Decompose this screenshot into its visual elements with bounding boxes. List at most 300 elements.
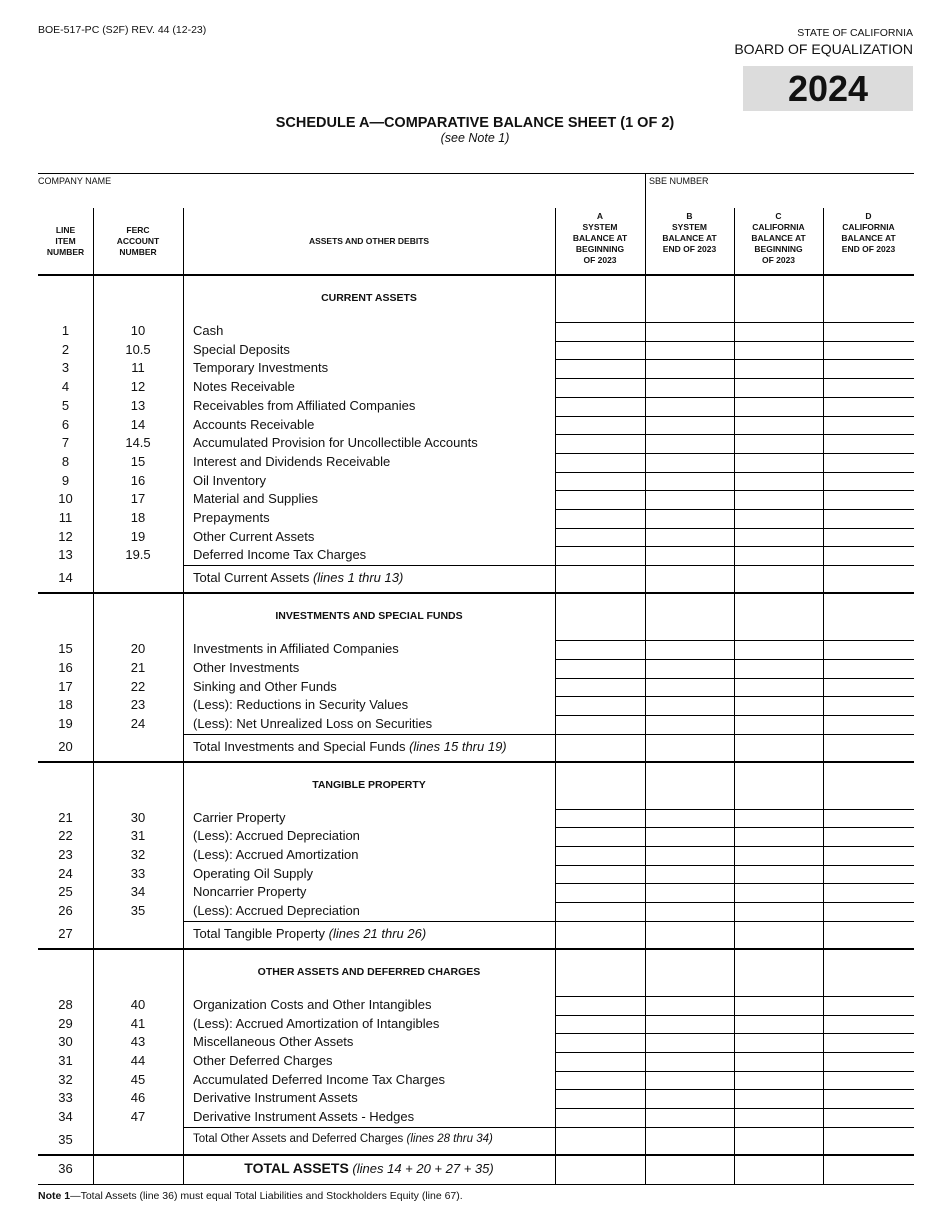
total-cell-b[interactable] [647, 739, 730, 758]
amount-cell-c[interactable] [736, 529, 819, 546]
amount-cell-a[interactable] [557, 1090, 641, 1107]
amount-cell-d[interactable] [825, 716, 910, 733]
agency-header [734, 27, 913, 57]
ferc-account-number: 22 [130, 678, 146, 694]
line-item-number: 28 [58, 996, 73, 1012]
amount-cell-b[interactable] [647, 1109, 730, 1126]
total-divider [183, 565, 555, 566]
grand-total-note: (lines 14 + 20 + 27 + 35) [352, 1160, 494, 1176]
sbe-number-field[interactable] [645, 174, 914, 209]
line-item-description: Operating Oil Supply [193, 865, 313, 881]
line-item-number: 35 [58, 1131, 73, 1147]
column-divider [183, 208, 184, 1184]
amount-cell-a[interactable] [557, 1109, 641, 1126]
line-item-number: 5 [61, 397, 70, 413]
amount-cell-c[interactable] [736, 660, 819, 677]
total-cell-d[interactable] [825, 739, 910, 758]
col-header-line-item-line: NUMBER [46, 246, 85, 257]
col-header-line-item-line: ITEM [55, 235, 76, 246]
total-cell-c[interactable] [736, 570, 819, 589]
amount-cell-b[interactable] [647, 1016, 730, 1033]
amount-cell-d[interactable] [825, 679, 910, 696]
total-cell-a[interactable] [557, 739, 641, 758]
total-cell-b[interactable] [647, 926, 730, 945]
amount-cell-b[interactable] [647, 491, 730, 508]
amount-cell-c[interactable] [736, 360, 819, 377]
line-item-number: 20 [58, 738, 73, 754]
amount-cell-d[interactable] [825, 1053, 910, 1070]
ferc-account-number: 17 [130, 491, 146, 507]
amount-cell-b[interactable] [647, 360, 730, 377]
amount-cell-a[interactable] [557, 641, 641, 658]
amount-cell-c[interactable] [736, 997, 819, 1014]
amount-cell-b[interactable] [647, 454, 730, 471]
line-item-description: Interest and Dividends Receivable [193, 453, 391, 469]
line-item-description: Temporary Investments [193, 360, 329, 376]
amount-cell-a[interactable] [557, 1072, 641, 1089]
amount-cell-b[interactable] [647, 641, 730, 658]
ferc-account-number: 30 [130, 809, 146, 825]
amount-cell-b[interactable] [647, 903, 730, 920]
line-item-number: 14 [58, 570, 73, 586]
line-item-number: 24 [58, 865, 73, 881]
table-bottom-border [38, 1184, 914, 1185]
col-header-b-line: END OF 2023 [662, 244, 717, 254]
section-divider [38, 948, 914, 950]
amount-cell-d[interactable] [825, 491, 910, 508]
form-id: BOE-517-PC (S2F) REV. 44 (12-23) [38, 24, 207, 36]
amount-cell-a[interactable] [557, 510, 641, 527]
amount-cell-a[interactable] [557, 435, 641, 452]
footnote-label: Note 1 [38, 1190, 71, 1202]
ferc-account-number: 43 [130, 1034, 146, 1050]
line-item-number: 12 [58, 528, 73, 544]
col-header-line-item-line: LINE [55, 224, 76, 235]
line-item-number: 2 [61, 341, 70, 357]
company-name-label: COMPANY NAME [38, 176, 112, 186]
line-item-number: 31 [58, 1052, 73, 1068]
amount-cell-a[interactable] [557, 454, 641, 471]
line-item-description: (Less): Accrued Depreciation [193, 828, 360, 844]
sbe-number-value[interactable] [649, 188, 914, 202]
amount-cell-c[interactable] [736, 1053, 819, 1070]
company-name-field[interactable] [38, 174, 645, 209]
amount-cell-d[interactable] [825, 510, 910, 527]
amount-cell-c[interactable] [736, 1109, 819, 1126]
amount-cell-c[interactable] [736, 547, 819, 564]
total-cell-a[interactable] [557, 1132, 641, 1151]
amount-cell-c[interactable] [736, 342, 819, 359]
amount-cell-b[interactable] [647, 679, 730, 696]
line-item-description: (Less): Accrued Depreciation [193, 903, 360, 919]
amount-cell-a[interactable] [557, 323, 641, 340]
amount-cell-d[interactable] [825, 1109, 910, 1126]
total-cell-a[interactable] [557, 570, 641, 589]
total-cell-d[interactable] [825, 1132, 910, 1151]
footnote-text: —Total Assets (line 36) must equal Total Liabilities and Stockholders Equity (line 67). [70, 1190, 463, 1202]
amount-cell-d[interactable] [825, 360, 910, 377]
amount-cell-a[interactable] [557, 1053, 641, 1070]
line-item-number: 1 [61, 323, 70, 338]
amount-cell-b[interactable] [647, 1090, 730, 1107]
amount-cell-b[interactable] [647, 342, 730, 359]
line-item-description: Derivative Instrument Assets - Hedges [193, 1109, 415, 1124]
total-cell-a[interactable] [557, 926, 641, 945]
amount-cell-c[interactable] [736, 417, 819, 434]
line-item-description: (Less): Accrued Amortization of Intangibles [193, 1015, 440, 1031]
col-header-ferc-line: NUMBER [119, 246, 157, 257]
line-item-number: 22 [58, 828, 73, 844]
page-subtitle: (see Note 1) [440, 131, 510, 145]
amount-cell-c[interactable] [736, 641, 819, 658]
identification-row [38, 173, 914, 208]
amount-cell-b[interactable] [647, 997, 730, 1014]
amount-cell-a[interactable] [557, 491, 641, 508]
amount-cell-d[interactable] [825, 342, 910, 359]
col-letter: B [686, 211, 693, 221]
amount-cell-a[interactable] [557, 828, 641, 845]
amount-cell-c[interactable] [736, 716, 819, 733]
line-item-number: 19 [58, 715, 73, 731]
amount-cell-a[interactable] [557, 884, 641, 901]
ferc-account-number: 14.5 [125, 435, 151, 451]
amount-cell-b[interactable] [647, 810, 730, 827]
amount-cell-b[interactable] [647, 529, 730, 546]
line-item-description: Miscellaneous Other Assets [193, 1034, 354, 1050]
line-item-description: Accumulated Deferred Income Tax Charges [193, 1071, 445, 1087]
section-title: CURRENT ASSETS [321, 292, 417, 304]
amount-cell-d[interactable] [825, 473, 910, 490]
amount-cell-c[interactable] [736, 1072, 819, 1089]
amount-cell-a[interactable] [557, 679, 641, 696]
amount-cell-b[interactable] [647, 398, 730, 415]
total-note: (lines 28 thru 34) [406, 1132, 493, 1145]
col-header-c-line: BEGINNING [754, 244, 803, 254]
amount-cell-b[interactable] [647, 697, 730, 714]
page-title: SCHEDULE A—COMPARATIVE BALANCE SHEET (1 OF 2) [275, 115, 675, 131]
line-item-description: Accounts Receivable [193, 416, 315, 432]
amount-cell-b[interactable] [647, 547, 730, 564]
line-item-description: Other Deferred Charges [193, 1052, 333, 1068]
total-description [193, 570, 553, 585]
col-header-d-line: CALIFORNIA [842, 222, 895, 232]
ferc-account-number: 44 [130, 1052, 146, 1068]
col-header-ferc-line: ACCOUNT [116, 235, 160, 246]
line-item-number: 3 [61, 360, 70, 376]
line-item-number: 8 [61, 453, 70, 469]
col-header-text [751, 211, 805, 266]
line-item-description: (Less): Accrued Amortization [193, 847, 359, 862]
total-cell-b[interactable] [647, 1132, 730, 1151]
col-header-c [734, 208, 823, 274]
col-header-text [662, 211, 716, 255]
amount-cell-b[interactable] [647, 1072, 730, 1089]
col-header-text [573, 211, 627, 266]
amount-cell-d[interactable] [825, 398, 910, 415]
ferc-account-number: 23 [130, 697, 146, 713]
company-name-value[interactable] [38, 188, 645, 202]
amount-cell-d[interactable] [825, 660, 910, 677]
section-divider [38, 761, 914, 763]
ferc-account-number: 14 [130, 416, 146, 432]
line-item-description: Cash [193, 323, 224, 338]
grand-total-label: TOTAL ASSETS [244, 1159, 349, 1176]
amount-cell-d[interactable] [825, 1090, 910, 1107]
amount-cell-c[interactable] [736, 1034, 819, 1051]
ferc-account-number: 40 [130, 996, 146, 1012]
grand-total-line-number: 36 [58, 1160, 73, 1176]
col-header-d [823, 208, 914, 274]
ferc-account-number: 10.5 [125, 341, 151, 357]
ferc-account-number: 31 [130, 828, 146, 844]
amount-cell-c[interactable] [736, 323, 819, 340]
col-header-b-line: SYSTEM [672, 222, 707, 232]
line-item-description: Noncarrier Property [193, 884, 307, 900]
amount-cell-a[interactable] [557, 903, 641, 920]
line-item-number: 17 [58, 678, 73, 694]
amount-cell-a[interactable] [557, 810, 641, 827]
amount-cell-c[interactable] [736, 866, 819, 883]
col-header-a-line: OF 2023 [583, 255, 617, 265]
amount-cell-d[interactable] [825, 697, 910, 714]
line-item-number: 6 [61, 416, 70, 432]
col-header-text [841, 211, 895, 255]
amount-cell-c[interactable] [736, 697, 819, 714]
amount-cell-d[interactable] [825, 547, 910, 564]
amount-cell-b[interactable] [647, 884, 730, 901]
amount-cell-c[interactable] [736, 847, 819, 864]
amount-cell-a[interactable] [557, 379, 641, 396]
total-note: (lines 1 thru 13) [312, 570, 404, 586]
amount-cell-c[interactable] [736, 810, 819, 827]
amount-cell-a[interactable] [557, 660, 641, 677]
line-item-number: 27 [58, 925, 73, 941]
ferc-account-number: 19 [130, 528, 146, 544]
line-item-description: Prepayments [193, 510, 270, 525]
col-header-c-line: CALIFORNIA [752, 222, 805, 232]
grand-total-cell-a[interactable] [557, 1161, 641, 1181]
board-name: BOARD OF EQUALIZATION [734, 41, 913, 57]
col-header-a-line: SYSTEM [582, 222, 618, 232]
ferc-account-number: 41 [130, 1015, 146, 1031]
amount-cell-c[interactable] [736, 679, 819, 696]
amount-cell-c[interactable] [736, 398, 819, 415]
amount-cell-b[interactable] [647, 660, 730, 677]
amount-cell-b[interactable] [647, 716, 730, 733]
amount-cell-d[interactable] [825, 1072, 910, 1089]
line-item-description: Receivables from Affiliated Companies [193, 397, 416, 413]
amount-cell-b[interactable] [647, 1034, 730, 1051]
total-cell-d[interactable] [825, 570, 910, 589]
section-divider [38, 592, 914, 594]
amount-cell-d[interactable] [825, 810, 910, 827]
ferc-account-number: 16 [130, 472, 146, 488]
amount-cell-c[interactable] [736, 379, 819, 396]
line-item-description: Investments in Affiliated Companies [193, 641, 399, 657]
amount-cell-b[interactable] [647, 379, 730, 396]
line-item-number: 9 [61, 472, 70, 488]
amount-cell-d[interactable] [825, 997, 910, 1014]
line-item-description: (Less): Reductions in Security Values [193, 697, 409, 713]
col-header-a [555, 208, 645, 274]
col-header-a-line: BEGINNING [575, 244, 625, 254]
line-item-number: 25 [58, 884, 73, 900]
section-title: OTHER ASSETS AND DEFERRED CHARGES [257, 965, 481, 978]
total-label: Total Tangible Property [193, 925, 326, 941]
amount-cell-a[interactable] [557, 847, 641, 864]
amount-cell-c[interactable] [736, 454, 819, 471]
amount-cell-c[interactable] [736, 884, 819, 901]
amount-cell-d[interactable] [825, 884, 910, 901]
ferc-account-number: 18 [130, 510, 146, 525]
amount-cell-d[interactable] [825, 828, 910, 845]
amount-cell-b[interactable] [647, 866, 730, 883]
line-item-number: 7 [61, 435, 70, 451]
amount-cell-d[interactable] [825, 866, 910, 883]
amount-cell-a[interactable] [557, 529, 641, 546]
grand-total-cell-d[interactable] [825, 1161, 910, 1181]
col-header-ferc-text [117, 225, 160, 258]
ferc-account-number: 47 [130, 1109, 146, 1124]
total-description [193, 926, 553, 941]
amount-cell-b[interactable] [647, 1053, 730, 1070]
col-header-ferc-line: FERC [126, 224, 150, 235]
grand-total-description [183, 1160, 555, 1176]
ferc-account-number: 32 [130, 847, 146, 862]
amount-cell-a[interactable] [557, 547, 641, 564]
line-item-number: 23 [58, 847, 73, 862]
amount-cell-d[interactable] [825, 435, 910, 452]
form-year: 2024 [743, 66, 913, 111]
amount-cell-b[interactable] [647, 828, 730, 845]
line-item-number: 11 [58, 510, 73, 525]
line-item-description: Accumulated Provision for Uncollectible Accounts [193, 435, 478, 451]
ferc-account-number: 45 [130, 1071, 146, 1087]
line-item-number: 32 [58, 1071, 73, 1087]
section-title: TANGIBLE PROPERTY [312, 778, 426, 791]
amount-cell-b[interactable] [647, 473, 730, 490]
col-header-b-line: BALANCE AT [662, 233, 717, 243]
amount-cell-c[interactable] [736, 828, 819, 845]
amount-cell-c[interactable] [736, 510, 819, 527]
amount-cell-a[interactable] [557, 866, 641, 883]
line-item-description: Other Current Assets [193, 528, 315, 544]
grand-total-cell-b[interactable] [647, 1161, 730, 1181]
line-item-description: Oil Inventory [193, 472, 266, 488]
amount-cell-c[interactable] [736, 491, 819, 508]
header-divider [38, 274, 914, 276]
col-letter: A [596, 211, 604, 221]
amount-cell-a[interactable] [557, 473, 641, 490]
amount-cell-d[interactable] [825, 529, 910, 546]
amount-cell-c[interactable] [736, 473, 819, 490]
ferc-account-number: 21 [130, 659, 146, 675]
ferc-account-number: 20 [130, 641, 146, 657]
ferc-account-number: 11 [131, 360, 145, 376]
line-item-description: Derivative Instrument Assets [193, 1090, 358, 1106]
amount-cell-a[interactable] [557, 997, 641, 1014]
amount-cell-a[interactable] [557, 697, 641, 714]
line-item-description: Deferred Income Tax Charges [193, 547, 367, 563]
line-item-number: 33 [58, 1090, 73, 1106]
grand-total-cell-c[interactable] [736, 1161, 819, 1181]
total-cell-c[interactable] [736, 926, 819, 945]
ferc-account-number: 15 [130, 453, 146, 469]
total-label: Total Other Assets and Deferred Charges [193, 1132, 404, 1145]
line-item-number: 13 [58, 547, 73, 563]
total-description [193, 739, 553, 754]
total-note: (lines 21 thru 26) [328, 925, 427, 941]
sbe-number-label: SBE NUMBER [649, 176, 709, 186]
amount-cell-c[interactable] [736, 903, 819, 920]
footnote [38, 1190, 463, 1202]
amount-cell-a[interactable] [557, 360, 641, 377]
amount-cell-a[interactable] [557, 417, 641, 434]
amount-cell-d[interactable] [825, 454, 910, 471]
ferc-account-number: 19.5 [125, 547, 151, 563]
amount-cell-d[interactable] [825, 417, 910, 434]
amount-cell-a[interactable] [557, 1034, 641, 1051]
line-item-description: Other Investments [193, 659, 300, 675]
line-item-description: Notes Receivable [193, 379, 295, 395]
cell-divider [555, 734, 914, 735]
amount-cell-c[interactable] [736, 1016, 819, 1033]
total-divider [183, 734, 555, 735]
line-item-description: (Less): Net Unrealized Loss on Securities [193, 715, 433, 731]
amount-cell-b[interactable] [647, 323, 730, 340]
amount-cell-d[interactable] [825, 847, 910, 864]
amount-cell-b[interactable] [647, 847, 730, 864]
col-letter: D [865, 211, 872, 221]
amount-cell-d[interactable] [825, 323, 910, 340]
state-name: STATE OF CALIFORNIA [797, 27, 913, 39]
ferc-account-number: 10 [130, 323, 146, 338]
total-cell-c[interactable] [736, 1132, 819, 1151]
cell-divider [555, 565, 914, 566]
ferc-account-number: 34 [130, 884, 146, 900]
amount-cell-c[interactable] [736, 435, 819, 452]
amount-cell-a[interactable] [557, 398, 641, 415]
amount-cell-d[interactable] [825, 903, 910, 920]
total-divider [183, 1127, 555, 1128]
col-header-c-line: OF 2023 [761, 255, 796, 265]
total-cell-c[interactable] [736, 739, 819, 758]
amount-cell-a[interactable] [557, 716, 641, 733]
amount-cell-b[interactable] [647, 510, 730, 527]
section-divider [38, 1154, 914, 1156]
amount-cell-b[interactable] [647, 417, 730, 434]
col-header-ferc [93, 208, 183, 274]
line-item-description: Carrier Property [193, 809, 286, 825]
amount-cell-d[interactable] [825, 641, 910, 658]
amount-cell-b[interactable] [647, 435, 730, 452]
amount-cell-a[interactable] [557, 342, 641, 359]
line-item-number: 34 [58, 1109, 73, 1124]
total-cell-b[interactable] [647, 570, 730, 589]
total-divider [183, 921, 555, 922]
amount-cell-a[interactable] [557, 1016, 641, 1033]
section-title: INVESTMENTS AND SPECIAL FUNDS [275, 610, 463, 623]
col-header-line-item-text [47, 225, 84, 258]
ferc-account-number: 24 [130, 715, 146, 731]
amount-cell-c[interactable] [736, 1090, 819, 1107]
line-item-description: Sinking and Other Funds [193, 678, 337, 694]
ferc-account-number: 12 [130, 379, 146, 395]
amount-cell-d[interactable] [825, 1016, 910, 1033]
amount-cell-d[interactable] [825, 379, 910, 396]
total-cell-d[interactable] [825, 926, 910, 945]
amount-cell-d[interactable] [825, 1034, 910, 1051]
